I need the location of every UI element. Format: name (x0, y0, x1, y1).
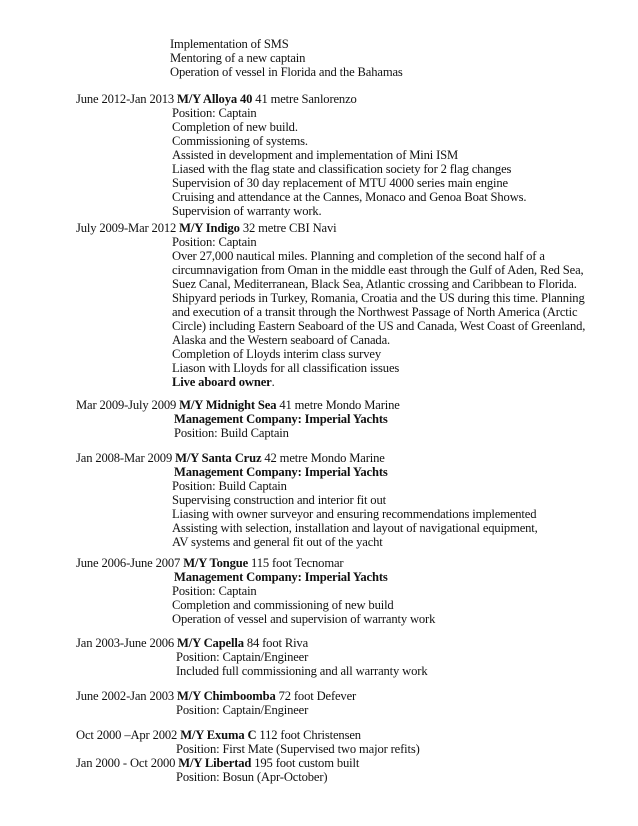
intro-line: Operation of vessel in Florida and the Bahamas (170, 65, 403, 79)
detail-line: Position: Captain/Engineer (176, 650, 309, 664)
vessel-name: M/Y Santa Cruz (175, 451, 262, 465)
detail-line: Position: Bosun (Apr-October) (176, 770, 328, 784)
entry-dates: Jan 2003-June 2006 (76, 636, 175, 650)
intro-line: Mentoring of a new captain (170, 51, 306, 65)
detail-line: Alaska and the Western seaboard of Canada. (172, 333, 391, 347)
management-company: Management Company: Imperial Yachts (174, 412, 388, 426)
live-aboard-owner: Live aboard owner (172, 375, 272, 389)
entry-dates: June 2002-Jan 2003 (76, 689, 175, 703)
vessel-name: M/Y Chimboomba (177, 689, 276, 703)
detail-line: Over 27,000 nautical miles. Planning and completion of the second half of a (172, 249, 545, 263)
vessel-description: 41 metre Sanlorenzo (252, 92, 357, 106)
experience-heading (76, 757, 359, 771)
management-company: Management Company: Imperial Yachts (174, 465, 388, 479)
detail-line: AV systems and general fit out of the yacht (172, 535, 383, 549)
vessel-name: M/Y Alloya 40 (177, 92, 253, 106)
detail-line: Position: Build Captain (172, 479, 287, 493)
detail-line: Assisted in development and implementation of Mini ISM (172, 148, 459, 162)
experience-heading (76, 452, 385, 466)
detail-line: Position: Captain/Engineer (176, 703, 309, 717)
entry-dates: Mar 2009-July 2009 (76, 398, 177, 412)
detail-line: Commissioning of systems. (172, 134, 308, 148)
vessel-description: 115 foot Tecnomar (248, 556, 344, 570)
detail-line: Position: Captain (172, 235, 257, 249)
vessel-name: M/Y Capella (177, 636, 244, 650)
intro-line: Implementation of SMS (170, 37, 289, 51)
detail-line: Position: Captain (172, 106, 257, 120)
detail-line: Cruising and attendance at the Cannes, Monaco and Genoa Boat Shows. (172, 190, 527, 204)
punctuation: . (271, 375, 275, 389)
vessel-name: M/Y Indigo (179, 221, 240, 235)
detail-line: Liasing with owner surveyor and ensuring recommendations implemented (172, 507, 537, 521)
entry-dates: Jan 2000 - Oct 2000 (76, 756, 176, 770)
experience-heading (76, 637, 308, 651)
detail-line: Shipyard periods in Turkey, Romania, Croatia and the US during this time. Planning (172, 291, 585, 305)
detail-line: Position: First Mate (Supervised two major refits) (176, 742, 420, 756)
entry-dates: June 2012-Jan 2013 (76, 92, 175, 106)
entry-dates: Oct 2000 –Apr 2002 (76, 728, 178, 742)
detail-line: Supervision of warranty work. (172, 204, 322, 218)
entry-dates: Jan 2008-Mar 2009 (76, 451, 173, 465)
detail-line: Included full commissioning and all warranty work (176, 664, 428, 678)
experience-heading (76, 93, 357, 107)
vessel-description: 42 metre Mondo Marine (261, 451, 385, 465)
highlight-line (172, 376, 275, 390)
detail-line: and execution of a transit through the Northwest Passage of North America (Arctic (172, 305, 578, 319)
vessel-description: 41 metre Mondo Marine (276, 398, 400, 412)
detail-line: Completion of new build. (172, 120, 298, 134)
detail-line: Liason with Lloyds for all classification issues (172, 361, 400, 375)
vessel-description: 84 foot Riva (243, 636, 309, 650)
detail-line: Operation of vessel and supervision of warranty work (172, 612, 436, 626)
detail-line: Circle) including Eastern Seaboard of the US and Canada, West Coast of Greenland, (172, 319, 586, 333)
entry-dates: July 2009-Mar 2012 (76, 221, 177, 235)
experience-heading (76, 557, 343, 571)
detail-line: Completion of Lloyds interim class survey (172, 347, 381, 361)
vessel-name: M/Y Libertad (178, 756, 252, 770)
vessel-description: 32 metre CBI Navi (239, 221, 337, 235)
vessel-name: M/Y Exuma C (180, 728, 257, 742)
detail-line: Position: Build Captain (174, 426, 289, 440)
experience-heading (76, 729, 361, 743)
management-company: Management Company: Imperial Yachts (174, 570, 388, 584)
vessel-description: 72 foot Defever (275, 689, 357, 703)
vessel-name: M/Y Tongue (183, 556, 249, 570)
detail-line: Suez Canal, Mediterranean, Black Sea, Atlantic crossing and Caribbean to Florida. (172, 277, 577, 291)
experience-heading (76, 690, 356, 704)
detail-line: Position: Captain (172, 584, 257, 598)
entry-dates: June 2006-June 2007 (76, 556, 181, 570)
detail-line: Assisting with selection, installation and layout of navigational equipment, (172, 521, 538, 535)
experience-heading (76, 222, 336, 236)
detail-line: circumnavigation from Oman in the middle east through the Gulf of Aden, Red Sea, (172, 263, 584, 277)
experience-heading (76, 399, 400, 413)
vessel-description: 112 foot Christensen (256, 728, 361, 742)
vessel-name: M/Y Midnight Sea (179, 398, 277, 412)
detail-line: Liased with the flag state and classification society for 2 flag changes (172, 162, 512, 176)
detail-line: Supervising construction and interior fit out (172, 493, 386, 507)
detail-line: Supervision of 30 day replacement of MTU 4000 series main engine (172, 176, 508, 190)
vessel-description: 195 foot custom built (251, 756, 360, 770)
detail-line: Completion and commissioning of new build (172, 598, 394, 612)
